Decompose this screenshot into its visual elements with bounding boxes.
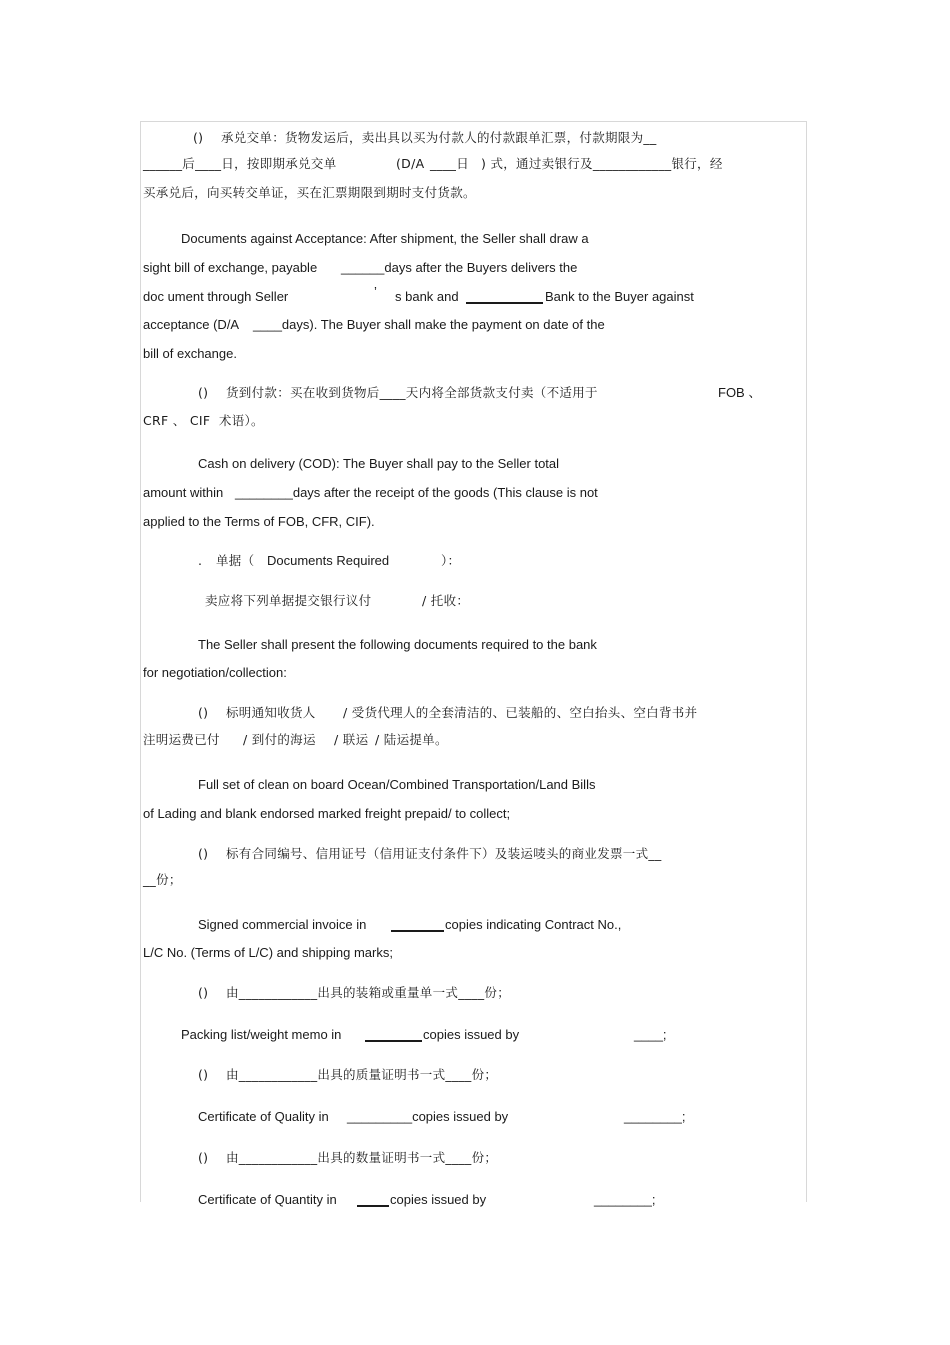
docs-zh-intro: 卖应将下列单据提交银行议付 [205,593,372,608]
packing-zh-line: 由____________出具的装箱或重量单一式____份； [226,985,511,1000]
packing-zh-marker: () [198,985,209,1000]
docs-heading-close: ）： [441,553,461,568]
invoice-zh-line1: 标有合同编号、信用证号（信用证支付条件下）及装运唛头的商业发票一式__ [226,846,662,861]
bl-zh-marker: () [198,705,209,720]
bl-zh-line1a: 标明通知收货人 [226,705,316,720]
quantity-copies-blank [357,1193,389,1207]
docs-heading-en: Documents Required [267,553,390,568]
packing-copies-blank [365,1028,422,1042]
quantity-zh-marker: () [198,1150,209,1165]
cod-zh-line2: CRF 、 CIF 术语）。 [143,413,264,428]
docs-heading-dot: . [198,553,203,568]
packing-en-line-a: Packing list/weight memo in [181,1027,342,1042]
bl-zh-line2b: / 到付的海运 [243,732,316,747]
quality-en-line-a: Certificate of Quality in [198,1109,329,1124]
docs-heading-zh: 单据（ [216,553,255,568]
bank-blank-line [466,290,543,304]
bl-zh-line2d: / 陆运提单。 [375,732,448,747]
cod-zh-marker: () [198,385,209,400]
invoice-en-line1b: copies indicating Contract No., [445,917,622,932]
da-zh-marker: () [193,130,204,145]
cod-en-line2a: amount within [143,485,224,500]
cod-en-line3: applied to the Terms of FOB, CFR, CIF). [143,514,375,529]
bl-zh-line2a: 注明运费已付 [143,732,220,747]
da-zh-line2b: (D/A [396,156,425,171]
da-en-line3b: ’ [374,284,377,299]
da-zh-line2d: ) 式，通过卖银行及____________银行，经 [481,156,723,171]
cod-en-line1: Cash on delivery (COD): The Buyer shall pay to the Seller total [198,456,560,471]
da-en-line4a: acceptance (D/A [143,317,240,332]
bl-en-line2: of Lading and blank endorsed marked freight prepaid/ to collect; [143,806,511,821]
cod-en-line2b: ________days after the receipt of the goods (This clause is not [235,485,598,500]
da-en-line5: bill of exchange. [143,346,237,361]
da-en-line2b: ______days after the Buyers delivers the [341,260,578,275]
da-zh-line2c: ____日 [430,156,469,171]
quantity-en-line-a: Certificate of Quantity in [198,1192,337,1207]
da-zh-line1: 承兑交单：货物发运后，卖出具以买为付款人的付款跟单汇票，付款期限为__ [221,130,657,145]
docs-en-intro-line2: for negotiation/collection: [143,665,287,680]
docs-en-intro-line1: The Seller shall present the following documents required to the bank [198,637,597,652]
quality-zh-marker: () [198,1067,209,1082]
bl-zh-line1b: / 受货代理人的全套清洁的、已装船的、空白抬头、空白背书并 [343,705,698,720]
invoice-zh-marker: () [198,846,209,861]
quantity-en-line-b: copies issued by [390,1192,487,1207]
quantity-zh-line: 由____________出具的数量证明书一式____份； [226,1150,498,1165]
da-zh-line2a: ______后____日，按即期承兑交单 [143,156,337,171]
quality-en-line-b: _________copies issued by [347,1109,509,1124]
da-en-line1: Documents against Acceptance: After shipment, the Seller shall draw a [181,231,589,246]
cod-zh-line1: 货到付款：买在收到货物后____天内将全部货款支付卖（不适用于 [226,385,598,400]
da-en-line2a: sight bill of exchange, payable [143,260,318,275]
packing-en-line-b: copies issued by [423,1027,520,1042]
da-en-line4b: ____days). The Buyer shall make the payment on date of the [253,317,605,332]
invoice-en-line2: L/C No. (Terms of L/C) and shipping marks; [143,945,393,960]
invoice-copies-blank [391,918,444,932]
bl-zh-line2c: / 联运 [334,732,369,747]
docs-zh-intro-b: / 托收： [422,593,470,608]
da-en-line3d: Bank to the Buyer against [545,289,694,304]
quality-en-line-c: ________; [624,1109,686,1124]
da-en-line3a: doc ument through Seller [143,289,289,304]
quality-zh-line: 由____________出具的质量证明书一式____份； [226,1067,498,1082]
da-zh-line3: 买承兑后，向买转交单证，买在汇票期限到期时支付货款。 [143,185,476,200]
quantity-en-line-c: ________; [594,1192,656,1207]
packing-en-line-c: ____; [634,1027,667,1042]
invoice-en-line1a: Signed commercial invoice in [198,917,367,932]
bl-en-line1: Full set of clean on board Ocean/Combined Transportation/Land Bills [198,777,596,792]
da-en-line3c: s bank and [395,289,459,304]
cod-zh-line1-terms: FOB 、 [718,385,762,400]
invoice-zh-line2: __份； [143,872,182,887]
